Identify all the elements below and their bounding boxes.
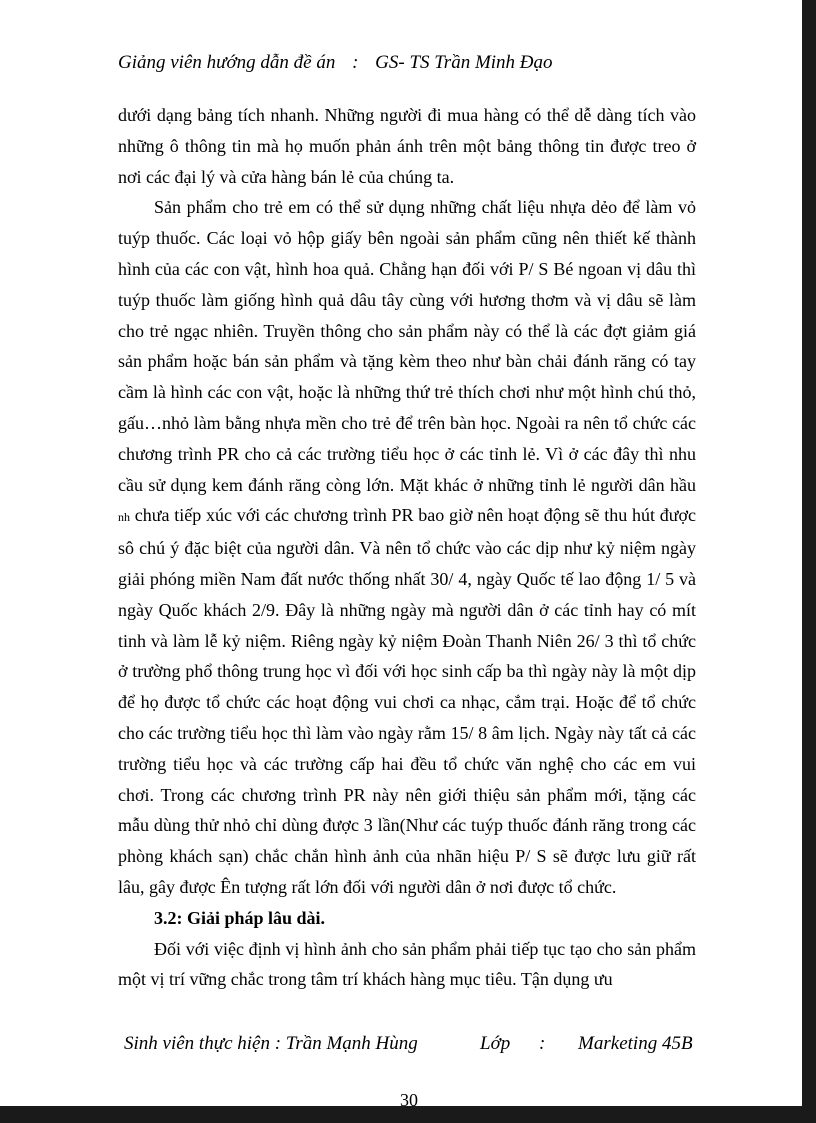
body-text — [118, 100, 696, 995]
section-heading: 3.2: Giải pháp lâu dài. — [154, 907, 326, 928]
footer-student — [124, 1033, 418, 1055]
paragraph-continued: dưới dạng bảng tích nhanh. Những người đi mua hàng có thể dễ dàng tích vào những ô thông tin mà họ muốn phản ánh trên một bảng thông tin được treo ở nơi các đại lý và cửa hàng bán lẻ của chúng ta. — [118, 105, 696, 187]
supervisor-name: GS- TS Trần Minh Đạo — [375, 52, 553, 73]
page-header — [118, 52, 718, 74]
student-separator: : — [274, 1033, 282, 1054]
paragraph-products-children — [118, 192, 696, 902]
page-right-border — [802, 0, 816, 1123]
paragraph-segment: Sản phẩm cho trẻ em có thể sử dụng những chất liệu nhựa dẻo để làm vỏ tuýp thuốc. Các loại vỏ hộp giấy bên ngoài sản phẩm cũng nên thiết kế thành hình của các con vật, hình hoa quả. Chẳng hạn đối với P/ S Bé ngoan vị dâu thì tuýp thuốc làm giống hình quả dâu tây cùng với hương thơm và vị dâu sẽ làm cho trẻ ngạc nhiên. Truyền thông cho sản phẩm này có thể là các đợt giảm giá sản phẩm hoặc bán sản phẩm và tặng kèm theo như bàn chải đánh răng có tay cầm là hình các con vật, hoặc là những thứ trẻ thích chơi như một hình chú thỏ, gấu…nhỏ làm bằng nhựa mền cho trẻ để trên bàn học. Ngoài ra nên tổ chức các chương trình PR cho cả các trường tiểu học ở các tỉnh lẻ. Vì ở các đây thì nhu cầu sử dụng kem đánh răng còng lớn. Mặt khác ở những tỉnh lẻ người dân hầu — [118, 197, 696, 495]
supervisor-label: Giảng viên hướng dẫn đề án — [118, 52, 336, 73]
student-name: Trần Mạnh Hùng — [285, 1033, 418, 1054]
paragraph-segment: chưa tiếp xúc với các chương trình PR bao giờ nên hoạt động sẽ thu hút được sô chú ý đặc biệt của người dân. Và nên tổ chức vào các dịp như kỷ niệm ngày giải phóng miền Nam đất nước thống nhất 30/ 4, ngày Quốc tế lao động 1/ 5 và ngày Quốc khách 2/9. Đây là những ngày mà người dân ở các tỉnh hay có mít tinh và làm lễ kỷ niệm. Riêng ngày kỷ niệm Đoàn Thanh Niên 26/ 3 thì tổ chức ở trường phổ thông trung học vì đối với học sinh cấp ba thì ngày này là một dịp để họ được tổ chức các hoạt động vui chơi ca nhạc, cắm trại. Hoặc để tổ chức cho các trường tiểu học thì làm vào ngày rằm 15/ 8 âm lịch. Ngày này tất cả các trường tiểu học và các trường cấp hai đều tổ chức văn nghệ cho các em vui chơi. Trong các chương trình PR này nên giới thiệu sản phẩm mới, tặng các mẫu dùng thử nhỏ chỉ dùng được 3 lần(Như các tuýp thuốc đánh răng trong các phòng khách sạn) chắc chắn hình ảnh của nhãn hiệu P/ S sẽ được lưu giữ rất lâu, gây được Ên tượng rất lớn đối với người dân ở nơi được tổ chức. — [118, 505, 697, 897]
header-separator: : — [352, 52, 359, 73]
class-label: Lớp — [480, 1033, 511, 1054]
footer-class — [480, 1033, 693, 1055]
student-label: Sinh viên thực hiện — [124, 1033, 270, 1054]
inline-fragment: nh — [118, 510, 130, 525]
class-separator: : — [538, 1033, 546, 1054]
page-number: 30 — [400, 1090, 418, 1110]
section-paragraph: Đối với việc định vị hình ảnh cho sản phẩm phải tiếp tục tạo cho sản phẩm một vị trí vững chắc trong tâm trí khách hàng mục tiêu. Tận dụng ưu — [118, 938, 696, 990]
class-name: Marketing 45B — [578, 1033, 693, 1054]
